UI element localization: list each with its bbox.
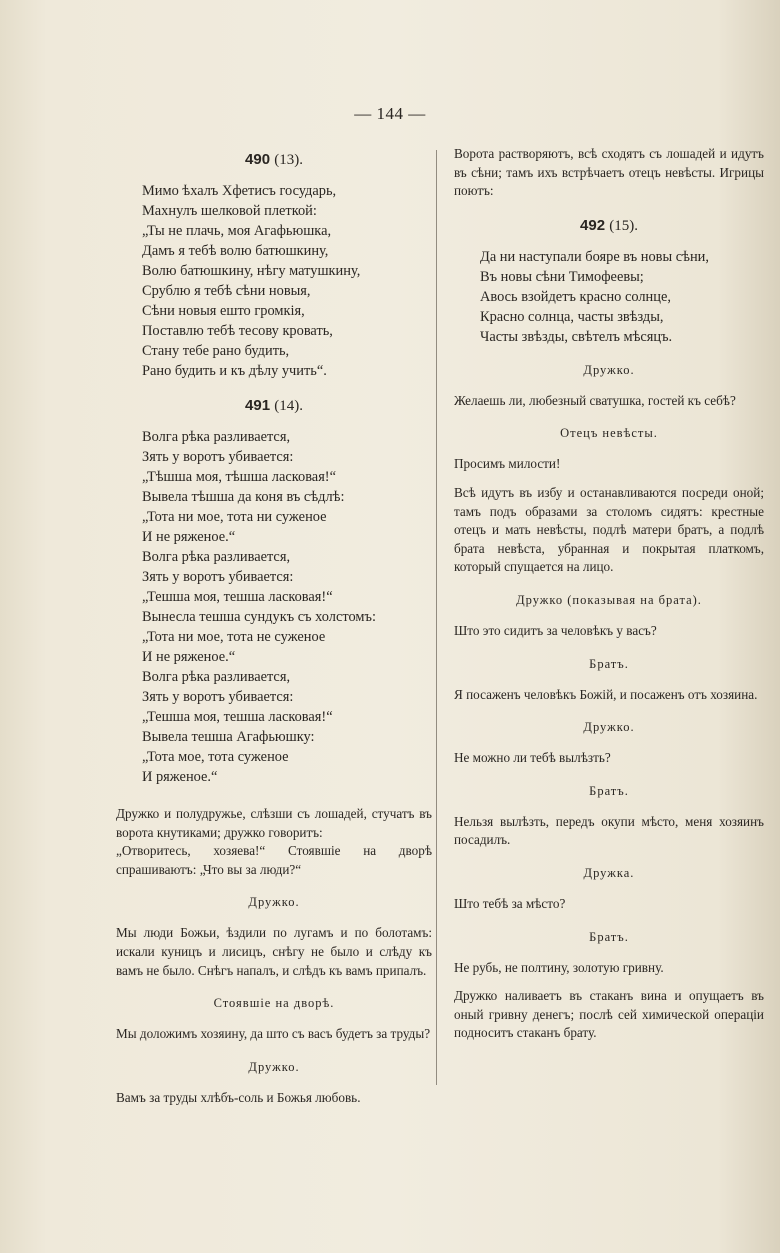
verse-line: Часты звѣзды, свѣтелъ мѣсяцъ. [480,328,673,345]
verse-line: Поставлю тебѣ тесову кровать, [142,323,333,339]
prose-paragraph: Ворота растворяютъ, всѣ сходятъ съ лошадей и идутъ въ сѣни; тамъ ихъ встрѣчаетъ отецъ невѣсты. Игрицы поютъ: [454,146,764,199]
speaker-label: Братъ. [589,929,629,944]
page-number: — 144 — [354,104,426,123]
verse-line: Волга рѣка разливается, [142,549,291,565]
verse-line: „Тота ни мое, тота не суженое [142,629,326,645]
speaker-label: Стоявшіе на дворѣ. [213,996,335,1011]
speaker-label: Отецъ невѣсты. [560,426,658,441]
prose-paragraph: Мы доложимъ хозяину, да што съ васъ будетъ за труды? [116,1026,431,1042]
verse-line: Волга рѣка разливается, [142,429,291,445]
speaker-label: Дружко. [248,1059,300,1074]
verse-line: „Тешша моя, тешша ласковая!“ [142,589,333,605]
speaker-label: Братъ. [589,656,629,671]
prose-paragraph: Дружко наливаетъ въ стаканъ вина и опущаетъ въ оный гривну денегъ; послѣ сей химической операціи подноситъ стаканъ брату. [454,988,764,1041]
column-divider [436,150,437,1085]
prose-paragraph: Желаешь ли, любезный сватушка, гостей къ себѣ? [454,392,736,408]
prose-paragraph: Не рубь, не полтину, золотую гривну. [454,959,664,975]
prose-paragraph: Я посаженъ человѣкъ Божій, и посаженъ отъ хозяина. [454,686,758,702]
verse-line: Зять у воротъ убивается: [142,449,294,465]
verse-line: И не ряженое.“ [142,649,236,665]
prose-paragraph: Всѣ идутъ въ избу и останавливаются посреди оной; тамъ подъ образами за столомъ сидятъ: крестные отецъ и мать невѣсты, подлѣ матери братъ, а подлѣ брата невѣста, убранная и покрытая платкомъ, который спущается на лицо. [454,484,764,575]
verse-line: „Ты не плачь, моя Агафьюшка, [142,223,332,239]
verse-line: „Тѣшша моя, тѣшша ласковая!“ [142,469,336,485]
song-number: 492 [580,216,606,234]
song-492-verse [454,247,764,347]
prose-paragraph: Што это сидитъ за человѣкъ у васъ? [454,622,657,638]
verse-line: Вывела тешша Агафьюшку: [142,729,315,745]
prose-paragraph: Просимъ милости! [454,456,561,472]
prose-paragraph: Што тебѣ за мѣсто? [454,895,566,911]
prose-paragraph: „Отворитесь, хозяева!“ Стоявшіе на дворѣ спрашиваютъ: „Что вы за люди?“ [116,843,432,877]
song-number: 491 [245,397,271,414]
song-490-heading [116,151,432,169]
verse-line: Дамъ я тебѣ волю батюшкину, [142,243,329,259]
verse-line: Рано будить и къ дѣлу учить“. [142,363,327,379]
prose-paragraph: Не можно ли тебѣ вылѣзть? [454,750,611,766]
verse-line: Красно солнца, часты звѣзды, [480,308,664,325]
verse-line: „Тешша моя, тешша ласковая!“ [142,709,333,725]
speaker-label: Братъ. [589,783,629,798]
verse-line: „Тота мое, тота суженое [142,749,289,765]
prose-paragraph: Вамъ за труды хлѣбъ-соль и Божья любовь. [116,1089,361,1105]
speaker-label: Дружко (показывая на брата). [516,592,702,607]
verse-line: Волга рѣка разливается, [142,669,291,685]
song-number: 490 [245,151,271,168]
speaker-label: Дружко. [248,895,300,910]
verse-line: Срублю я тебѣ сѣни новыя, [142,283,311,299]
verse-line: Мимо ѣхалъ Хфетисъ государь, [142,183,337,199]
prose-paragraph: Мы люди Божьи, ѣздили по лугамъ и по болотамъ: искали куницъ и лисицъ, снѣгу не было и слѣду къ вамъ не было. Снѣгъ напалъ, и слѣдъ къ вамъ припалъ. [116,925,432,978]
verse-line: Зять у воротъ убивается: [142,569,294,585]
speaker-label: Дружка. [583,865,635,880]
verse-line: Волю батюшкину, нѣгу матушкину, [142,263,361,279]
verse-line: Стану тебе рано будить, [142,343,290,359]
song-subnumber: (14). [274,398,303,414]
left-column [116,145,432,1107]
speaker-label: Дружко. [583,362,635,377]
verse-line: Махнулъ шелковой плеткой: [142,203,317,219]
song-491-verse [116,427,432,787]
verse-line: Въ новы сѣни Тимофеевы; [480,268,644,285]
song-subnumber: (15). [609,217,638,234]
verse-line: Зять у воротъ убивается: [142,689,294,705]
verse-line: „Тота ни мое, тота ни суженое [142,509,327,525]
prose-paragraph: Дружко и полудружье, слѣзши съ лошадей, стучатъ въ ворота кнутиками; дружко говоритъ: [116,806,432,840]
verse-line: Вынесла тешша сундукъ съ холстомъ: [142,609,376,625]
verse-line: Авось взойдетъ красно солнце, [480,288,671,305]
song-490-verse [116,181,432,381]
prose-paragraph: Нельзя вылѣзть, передъ окупи мѣсто, меня хозяинъ посадилъ. [454,813,764,848]
song-subnumber: (13). [274,152,303,168]
right-column [454,145,764,1043]
verse-line: И ряженое.“ [142,769,218,785]
verse-line: Сѣни новыя ешто громкія, [142,303,305,319]
song-492-heading [454,217,764,235]
verse-line: И не ряженое.“ [142,529,236,545]
verse-line: Да ни наступали бояре въ новы сѣни, [480,248,709,265]
verse-line: Вывела тѣшша да коня въ сѣдлѣ: [142,489,345,505]
speaker-label: Дружко. [583,720,635,735]
song-491-heading [116,397,432,415]
